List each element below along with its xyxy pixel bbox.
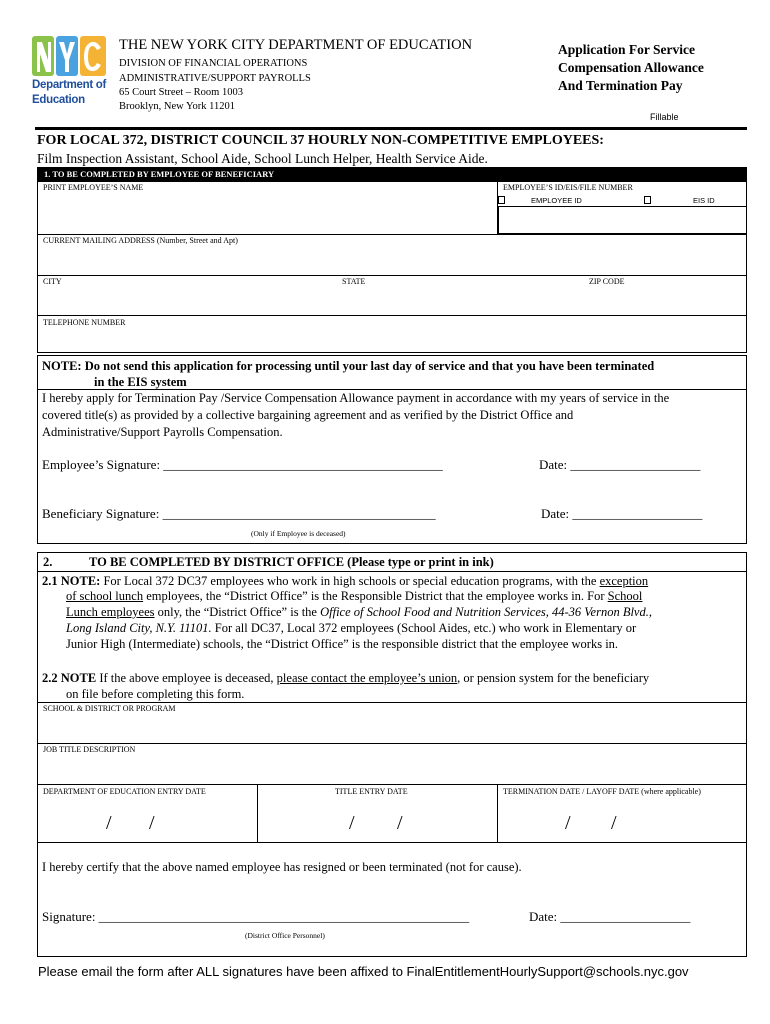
job-title-field[interactable]: [40, 756, 740, 782]
district-signature-field[interactable]: Signature: _________________________________________________________: [42, 909, 470, 924]
termination-date-label: TERMINATION DATE / LAYOFF DATE (where applicable): [503, 787, 701, 796]
apply-line1: I hereby apply for Termination Pay /Service Compensation Allowance payment in accordance with my years of service in the: [42, 391, 670, 405]
beneficiary-date-field[interactable]: Date: ____________________: [541, 506, 703, 521]
titles-line: Film Inspection Assistant, School Aide, School Lunch Helper, Health Service Aide.: [37, 151, 488, 166]
note-line2: in the EIS system: [94, 375, 187, 389]
local-heading: FOR LOCAL 372, DISTRICT COUNCIL 37 HOURLY NON-COMPETITIVE EMPLOYEES:: [37, 133, 604, 148]
zip-label: ZIP CODE: [589, 277, 625, 286]
address-label: CURRENT MAILING ADDRESS (Number, Street and Apt): [43, 236, 238, 245]
zip-field[interactable]: [587, 288, 737, 313]
city-field[interactable]: [40, 288, 330, 313]
employee-id-checkbox[interactable]: [498, 196, 505, 204]
logo-dept-line2: Education: [32, 94, 85, 106]
eis-id-option: EIS ID: [693, 196, 715, 205]
certify-statement: I hereby certify that the above named employee has resigned or been terminated (not for cause).: [42, 860, 522, 874]
logo-dept-line1: Department of: [32, 79, 107, 91]
division: DIVISION OF FINANCIAL OPERATIONS: [119, 58, 308, 69]
address-line2: Brooklyn, New York 11201: [119, 101, 235, 112]
note-2-1: 2.1 NOTE: For Local 372 DC37 employees who work in high schools or special education programs, with the exception: [42, 574, 649, 588]
section2-heading: TO BE COMPLETED BY DISTRICT OFFICE (Please type or print in ink): [89, 555, 494, 569]
employee-name-field[interactable]: [40, 194, 492, 232]
email-instructions: Please email the form after ALL signatures have been affixed to FinalEntitlementHourlySupport@schools.nyc.gov: [38, 964, 689, 979]
school-field[interactable]: [40, 715, 740, 741]
district-personnel-note: (District Office Personnel): [245, 931, 325, 940]
org-title: THE NEW YORK CITY DEPARTMENT OF EDUCATION: [119, 37, 473, 53]
termination-date-field[interactable]: / /: [565, 812, 617, 834]
employee-id-field[interactable]: [498, 206, 747, 234]
print-name-label: PRINT EMPLOYEE’S NAME: [43, 183, 144, 192]
state-field[interactable]: [340, 288, 580, 313]
entry-date-field[interactable]: / /: [106, 812, 155, 834]
fillable-label: Fillable: [650, 112, 679, 122]
header-rule: [35, 127, 747, 130]
subdivision: ADMINISTRATIVE/SUPPORT PAYROLLS: [119, 73, 311, 84]
employee-date-field[interactable]: Date: ____________________: [539, 457, 701, 472]
note-line1: NOTE: Do not send this application for processing until your last day of service and that you have been terminated: [42, 359, 655, 373]
phone-label: TELEPHONE NUMBER: [43, 318, 126, 327]
employee-id-option: EMPLOYEE ID: [531, 196, 582, 205]
address-line1: 65 Court Street – Room 1003: [119, 87, 243, 98]
employee-signature-field[interactable]: Employee’s Signature: ___________________________________________: [42, 457, 443, 472]
union-contact-link: please contact the employee’s union: [276, 671, 458, 685]
form-title-line1: Application For Service: [558, 42, 695, 57]
title-entry-date-field[interactable]: / /: [349, 812, 403, 834]
phone-field[interactable]: [40, 329, 740, 351]
note-2-1-label: 2.1 NOTE:: [42, 574, 101, 588]
beneficiary-signature-field[interactable]: Beneficiary Signature: __________________________________________: [42, 506, 436, 521]
note-2-2-label: 2.2 NOTE: [42, 671, 97, 685]
entry-date-label: DEPARTMENT OF EDUCATION ENTRY DATE: [43, 787, 206, 796]
address-field[interactable]: [40, 247, 740, 273]
deceased-note: (Only if Employee is deceased): [251, 529, 346, 538]
employee-id-label: EMPLOYEE’S ID/EIS/FILE NUMBER: [503, 183, 633, 192]
section1-heading: 1. TO BE COMPLETED BY EMPLOYEE OF BENEFICIARY: [44, 169, 275, 179]
section2-number: 2.: [43, 555, 53, 569]
school-label: SCHOOL & DISTRICT OR PROGRAM: [43, 704, 176, 713]
form-title-line2: Compensation Allowance: [558, 60, 704, 75]
city-label: CITY: [43, 277, 62, 286]
title-entry-date-label: TITLE ENTRY DATE: [335, 787, 408, 796]
job-title-label: JOB TITLE DESCRIPTION: [43, 745, 136, 754]
apply-line2: covered title(s) as provided by a collective bargaining agreement and as verified by the District Office and: [42, 408, 574, 422]
eis-id-checkbox[interactable]: [644, 196, 651, 204]
district-date-field[interactable]: Date: ____________________: [529, 909, 691, 924]
form-title-line3: And Termination Pay: [558, 78, 683, 93]
note-2-2: 2.2 NOTE If the above employee is deceased, please contact the employee’s union, or pension system for the beneficiary: [42, 671, 650, 685]
apply-line3: Administrative/Support Payrolls Compensation.: [42, 425, 283, 439]
state-label: STATE: [342, 277, 366, 286]
